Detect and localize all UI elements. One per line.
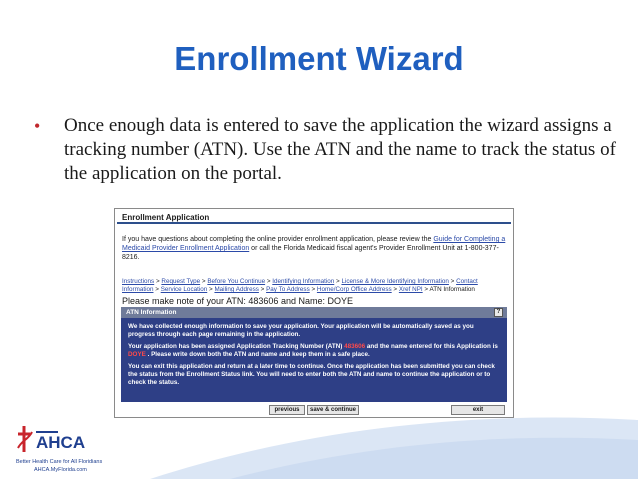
name-value: DOYE	[327, 296, 353, 306]
atn-paragraph-1: We have collected enough information to save your application. Your application will be automatically saved as you progress through each page remaining in the application.	[128, 323, 474, 338]
atn-paragraph-2-mid: and the name entered for this Application is	[365, 343, 498, 350]
breadcrumb-pay-to-address[interactable]: Pay To Address	[266, 286, 310, 293]
breadcrumb-separator: >	[391, 286, 399, 293]
atn-panel-body	[128, 323, 500, 391]
atn-note	[122, 296, 353, 306]
breadcrumb-separator: >	[154, 278, 162, 285]
breadcrumb-license[interactable]: License & More Identifying Information	[341, 278, 449, 285]
breadcrumb-home-corp-office-address[interactable]: Home/Corp Office Address	[316, 286, 392, 293]
logo-wordmark: AHCA	[36, 433, 86, 452]
intro-text-pre: If you have questions about completing the online provider enrollment application, please review the	[122, 236, 434, 243]
previous-button[interactable]: previous	[269, 405, 305, 415]
atn-information-panel	[121, 307, 507, 402]
guide-link[interactable]: Guide for Completing a Medicaid Provider Enrollment Application	[122, 236, 506, 252]
atn-paragraph-3: You can exit this application and return at a later time to continue. Once the application has been submitted you can check the status from the Enrollment Status link. You will need to enter both the ATN and name to continue the application or to check the status.	[128, 363, 495, 386]
help-icon[interactable]: ?	[494, 308, 503, 317]
breadcrumb-instructions[interactable]: Instructions	[122, 278, 155, 285]
atn-paragraph-2-pre: Your application has been assigned Application Tracking Number (ATN)	[128, 343, 345, 350]
breadcrumb-separator: >	[200, 278, 208, 285]
breadcrumb-separator: >	[309, 286, 317, 293]
ahca-logo	[14, 418, 134, 476]
bullet-text: Once enough data is entered to save the application the wizard assigns a tracking number (ATN). Use the ATN and the name to track the status of the application on the portal.	[64, 115, 616, 184]
breadcrumb-request-type[interactable]: Request Type	[161, 278, 201, 285]
breadcrumb	[122, 278, 507, 294]
logo-website: AHCA.MyFlorida.com	[34, 467, 87, 473]
atn-number: 483606	[344, 343, 366, 350]
save-continue-button[interactable]: save & continue	[307, 405, 359, 415]
breadcrumb-service-location[interactable]: Service Location	[160, 286, 208, 293]
breadcrumb-mailing-address[interactable]: Mailing Address	[214, 286, 259, 293]
breadcrumb-separator: >	[207, 286, 215, 293]
bullet-marker: •	[34, 116, 41, 136]
breadcrumb-separator: >	[153, 286, 161, 293]
intro-text	[122, 235, 507, 262]
breadcrumb-contact-information[interactable]: Contact Information	[122, 278, 478, 293]
name-label: and Name:	[278, 296, 328, 306]
atn-paragraph-2	[128, 343, 500, 359]
breadcrumb-separator: >	[334, 278, 342, 285]
atn-value: 483606	[248, 296, 279, 306]
application-name: DOYE	[128, 351, 146, 358]
exit-button[interactable]: exit	[451, 405, 505, 415]
atn-panel-title: ATN Information	[126, 309, 177, 316]
logo-tagline: Better Health Care for All Floridians	[16, 459, 103, 465]
enrollment-application-header	[117, 211, 511, 224]
breadcrumb-identifying-information[interactable]: Identifying Information	[272, 278, 335, 285]
slide-title: Enrollment Wizard	[174, 40, 464, 77]
enrollment-application-title: Enrollment Application	[122, 213, 210, 222]
breadcrumb-separator: >	[258, 286, 267, 293]
intro-text-post: or call the Florida Medicaid fiscal agent's Provider Enrollment Unit at 1-800-377-8216.	[122, 245, 499, 261]
breadcrumb-separator: >	[422, 286, 430, 293]
breadcrumb-separator: >	[448, 278, 457, 285]
breadcrumb-before-you-continue[interactable]: Before You Continue	[207, 278, 266, 285]
button-row	[121, 405, 507, 415]
atn-paragraph-2-post: . Please write down both the ATN and name and keep them in a safe place.	[145, 351, 370, 358]
breadcrumb-separator: >	[265, 278, 273, 285]
breadcrumb-atn-information: ATN Information	[429, 286, 475, 293]
enrollment-application-screenshot	[114, 208, 514, 418]
atn-note-label: Please make note of your ATN:	[122, 296, 249, 306]
breadcrumb-xref-npi[interactable]: Xref NPI	[398, 286, 423, 293]
bullet-item	[34, 114, 619, 186]
atn-panel-titlebar	[121, 307, 507, 318]
